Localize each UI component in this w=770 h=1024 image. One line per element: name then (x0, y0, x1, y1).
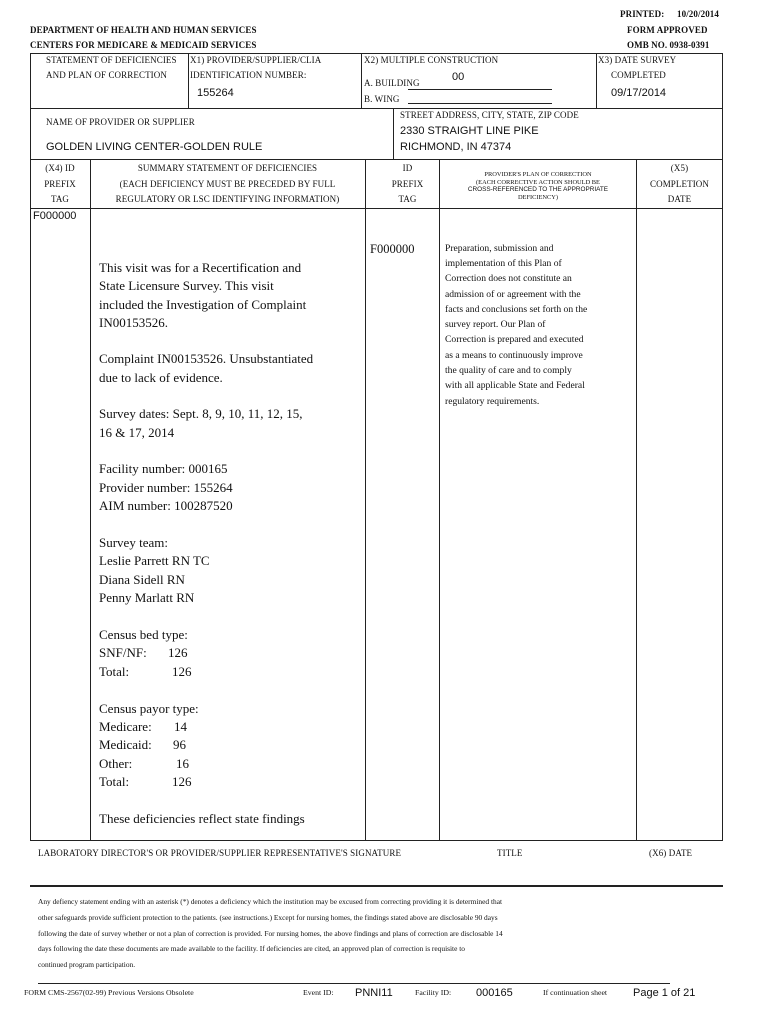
centers-title: CENTERS FOR MEDICARE & MEDICAID SERVICES (30, 40, 257, 50)
summary-line: Medicare: (99, 719, 152, 734)
id-header-2: PREFIX (391, 179, 424, 189)
summary-value: 126 (172, 774, 192, 789)
building-label: A. BUILDING (364, 78, 420, 88)
plan-header-4: DEFICIENCY) (517, 193, 559, 201)
plan-line: regulatory requirements. (445, 396, 540, 407)
provider-name-value: GOLDEN LIVING CENTER-GOLDEN RULE (46, 141, 263, 153)
summary-line: Leslie Parrett RN TC (99, 553, 210, 568)
summary-value: 126 (168, 645, 188, 660)
summary-value: 96 (173, 737, 186, 752)
summary-line: Facility number: 000165 (99, 461, 228, 476)
x3-label-1: X3) DATE SURVEY (598, 55, 677, 65)
x2-label: X2) MULTIPLE CONSTRUCTION (364, 55, 499, 65)
omb-number: OMB NO. 0938-0391 (627, 40, 710, 50)
x4-header-3: TAG (50, 194, 70, 204)
facility-id-value: 000165 (476, 987, 513, 999)
page-number: Page 1 of 21 (633, 987, 696, 999)
plan-line: Preparation, submission and (445, 243, 554, 254)
plan-line: the quality of care and to comply (445, 365, 572, 376)
x5-header-2: COMPLETION (650, 179, 709, 189)
summary-line: Other: (99, 756, 133, 771)
plan-line: survey report. Our Plan of (445, 319, 546, 330)
plan-line: admission of or agreement with the (445, 289, 581, 300)
plan-line: facts and conclusions set forth on the (445, 304, 588, 315)
summary-line: Penny Marlatt RN (99, 590, 195, 605)
summary-line: Total: (99, 774, 130, 789)
plan-line: as a means to continuously improve (445, 350, 583, 361)
id-header-3: TAG (398, 194, 417, 204)
form-number: FORM CMS-2567(02-99) Previous Versions Obsolete (24, 988, 194, 997)
address-label: STREET ADDRESS, CITY, STATE, ZIP CODE (400, 110, 579, 120)
summary-value: 16 (176, 756, 189, 771)
address-line-2: RICHMOND, IN 47374 (400, 141, 512, 153)
left-tag: F000000 (33, 210, 77, 222)
plan-header (440, 171, 636, 201)
continuation-label: If continuation sheet (543, 988, 608, 997)
summary-line: Provider number: 155264 (99, 480, 233, 495)
footnote-line: Any defiency statement ending with an asterisk (*) denotes a deficiency which the institution may be excused from correcting providing it is determined that (38, 897, 503, 906)
signature-label: LABORATORY DIRECTOR'S OR PROVIDER/SUPPLIER REPRESENTATIVE'S SIGNATURE (38, 848, 402, 858)
footnote-line: other safeguards provide sufficient protection to the patients. (see instructions.) Except for nursing homes, the findings stated above are disclosable 90 days (38, 913, 498, 922)
plan-line: with all applicable State and Federal (445, 380, 585, 391)
summary-line: Total: (99, 664, 130, 679)
id-header-1: ID (402, 163, 413, 173)
wing-label: B. WING (364, 94, 400, 104)
plan-header-1: PROVIDER'S PLAN OF CORRECTION (484, 171, 592, 178)
x4-header-2: PREFIX (44, 179, 76, 189)
statement-label-1: STATEMENT OF DEFICIENCIES (46, 55, 177, 65)
statement-label-2: AND PLAN OF CORRECTION (46, 70, 167, 80)
summary-line: Census bed type: (99, 627, 188, 642)
plan-line: Correction does not constitute an (445, 273, 572, 284)
summary-header-2: (EACH DEFICIENCY MUST BE PRECEDED BY FULL (119, 179, 336, 189)
x4-header-1: (X4) ID (45, 163, 75, 173)
footnote-line: following the date of survey whether or not a plan of correction is provided. For nursing homes, the above findings and plans of correction are disclosable 14 (38, 929, 503, 938)
printed-date: 10/20/2014 (677, 9, 720, 19)
footnote-line: days following the date these documents are made available to the facility. If deficiencies are cited, an approved plan of correction is requisite to (38, 944, 465, 953)
summary-line: This visit was for a Recertification and (99, 260, 302, 275)
right-tag: F000000 (370, 242, 415, 256)
form-approved: FORM APPROVED (627, 25, 708, 35)
event-id-label: Event ID: (303, 988, 334, 997)
summary-value: 14 (174, 719, 187, 734)
summary-line: Survey team: (99, 535, 168, 550)
plan-line: Correction is prepared and executed (445, 334, 584, 345)
summary-line: IN00153526. (99, 315, 168, 330)
address-line-1: 2330 STRAIGHT LINE PIKE (400, 125, 539, 137)
survey-completed-date: 09/17/2014 (611, 87, 667, 99)
summary-header-3: REGULATORY OR LSC IDENTIFYING INFORMATION) (115, 194, 340, 204)
department-title: DEPARTMENT OF HEALTH AND HUMAN SERVICES (30, 25, 257, 35)
provider-name-label: NAME OF PROVIDER OR SUPPLIER (46, 117, 195, 127)
summary-line: AIM number: 100287520 (99, 498, 233, 513)
signature-date: (X6) DATE (649, 848, 693, 858)
printed-label: PRINTED: (620, 9, 665, 19)
x1-label-1: X1) PROVIDER/SUPPLIER/CLIA (190, 55, 322, 65)
summary-line: State Licensure Survey. This visit (99, 278, 274, 293)
summary-line: These deficiencies reflect state findings (99, 811, 305, 826)
x1-label-2: IDENTIFICATION NUMBER: (190, 70, 307, 80)
building-value: 00 (452, 71, 465, 83)
summary-line: SNF/NF: (99, 645, 147, 660)
plan-line: implementation of this Plan of (445, 258, 562, 269)
event-id-value: PNNI11 (355, 987, 393, 999)
x5-header-3: DATE (667, 194, 692, 204)
summary-line: Complaint IN00153526. Unsubstantiated (99, 351, 314, 366)
x3-label-2: COMPLETED (611, 70, 666, 80)
facility-id-label: Facility ID: (415, 988, 452, 997)
summary-value: 126 (172, 664, 192, 679)
summary-line: included the Investigation of Complaint (99, 297, 307, 312)
summary-line: Census payor type: (99, 701, 199, 716)
summary-line: 16 & 17, 2014 (99, 425, 175, 440)
footnote-line: continued program participation. (38, 960, 136, 969)
x5-header-1: (X5) (670, 163, 689, 173)
provider-id-value: 155264 (197, 87, 234, 99)
summary-line: Survey dates: Sept. 8, 9, 10, 11, 12, 15, (99, 406, 303, 421)
summary-line: Diana Sidell RN (99, 572, 185, 587)
summary-header-1: SUMMARY STATEMENT OF DEFICIENCIES (137, 163, 318, 173)
summary-line: Medicaid: (99, 737, 152, 752)
plan-header-2: (EACH CORRECTIVE ACTION SHOULD BE (476, 178, 600, 186)
signature-title: TITLE (497, 848, 523, 858)
plan-header-3: CROSS-REFERENCED TO THE APPROPRIATE (467, 186, 609, 194)
summary-line: due to lack of evidence. (99, 370, 223, 385)
